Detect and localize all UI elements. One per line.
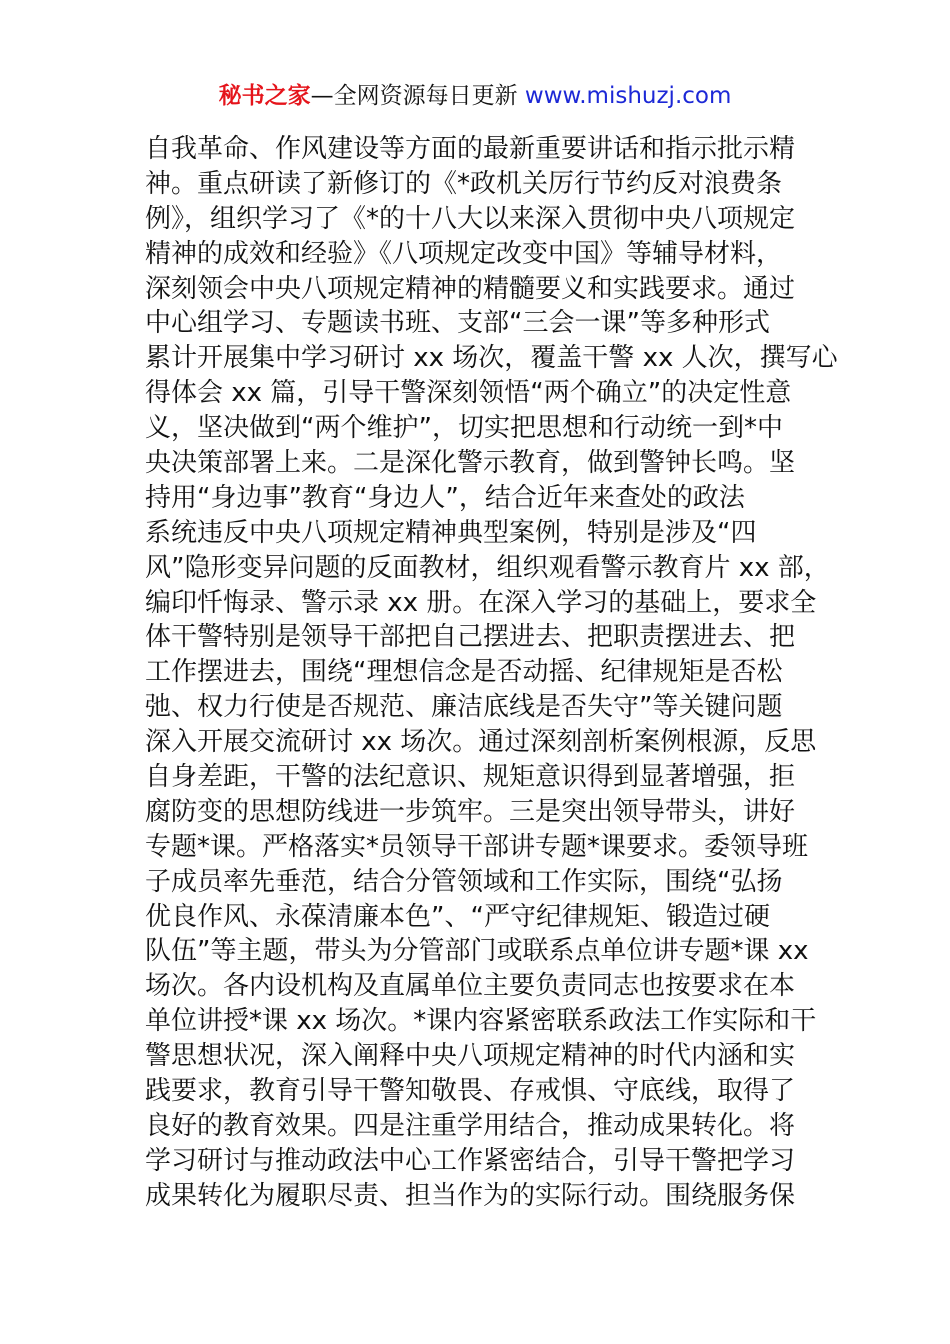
body-line: 场次。各内设机构及直属单位主要负责同志也按要求在本 [145, 971, 796, 1002]
body-line: 得体会 xx 篇，引导干警深刻领悟“两个确立”的决定性意 [145, 378, 792, 409]
body-line: 风”隐形变异问题的反面教材，组织观看警示教育片 xx 部， [145, 552, 830, 583]
body-line: 央决策部署上来。二是深化警示教育，做到警钟长鸣。坚 [145, 448, 796, 479]
site-url-link[interactable]: www.mishuzj.com [524, 83, 732, 109]
body-line: 学习研讨与推动政法中心工作紧密结合，引导干警把学习 [145, 1145, 796, 1176]
body-line: 成果转化为履职尽责、担当作为的实际行动。围绕服务保 [145, 1180, 796, 1211]
body-line: 例》，组织学习了《*的十八大以来深入贯彻中央八项规定 [145, 203, 796, 234]
body-line: 腐防变的思想防线进一步筑牢。三是突出领导带头，讲好 [145, 796, 796, 827]
body-line: 编印忏悔录、警示录 xx 册。在深入学习的基础上，要求全 [145, 587, 817, 618]
body-line: 系统违反中央八项规定精神典型案例，特别是涉及“四 [145, 517, 757, 548]
body-line: 践要求，教育引导干警知敬畏、存戒惧、守底线，取得了 [145, 1076, 796, 1107]
site-brand: 秘书之家 [218, 83, 311, 109]
body-line: 弛、权力行使是否规范、廉洁底线是否失守”等关键问题 [145, 692, 783, 723]
body-line: 工作摆进去，围绕“理想信念是否动摇、纪律规矩是否松 [145, 657, 783, 688]
body-line: 优良作风、永葆清廉本色”、“严守纪律规矩、锻造过硬 [145, 901, 770, 932]
body-line: 自身差距，干警的法纪意识、规矩意识得到显著增强，拒 [145, 762, 796, 793]
body-line: 警思想状况，深入阐释中央八项规定精神的时代内涵和实 [145, 1041, 796, 1072]
site-slogan: —全网资源每日更新 [310, 83, 518, 109]
body-line: 自我革命、作风建设等方面的最新重要讲话和指示批示精 [145, 134, 796, 164]
body-line: 精神的成效和经验》《八项规定改变中国》等辅导材料， [145, 238, 783, 269]
body-line: 深入开展交流研讨 xx 场次。通过深刻剖析案例根源，反思 [145, 727, 817, 758]
body-line: 中心组学习、专题读书班、支部“三会一课”等多种形式 [145, 308, 770, 339]
body-line: 神。重点研读了新修订的《*政机关厉行节约反对浪费条 [145, 168, 783, 199]
body-line: 累计开展集中学习研讨 xx 场次，覆盖干警 xx 人次，撰写心 [145, 343, 838, 374]
body-line: 专题*课。严格落实*员领导干部讲专题*课要求。委领导班 [145, 831, 809, 862]
document-body [145, 132, 838, 1214]
body-line: 单位讲授*课 xx 场次。*课内容紧密联系政法工作实际和干 [145, 1006, 817, 1037]
site-header [0, 80, 950, 112]
body-line: 体干警特别是领导干部把自己摆进去、把职责摆进去、把 [145, 622, 796, 653]
body-line: 深刻领会中央八项规定精神的精髓要义和实践要求。通过 [145, 273, 796, 304]
body-line: 良好的教育效果。四是注重学用结合，推动成果转化。将 [145, 1110, 796, 1141]
body-line: 义，坚决做到“两个维护”，切实把思想和行动统一到*中 [145, 413, 783, 444]
body-line: 队伍”等主题，带头为分管部门或联系点单位讲专题*课 xx [145, 936, 809, 967]
body-line: 子成员率先垂范，结合分管领域和工作实际，围绕“弘扬 [145, 866, 783, 897]
body-line: 持用“身边事”教育“身边人”，结合近年来查处的政法 [145, 482, 745, 513]
